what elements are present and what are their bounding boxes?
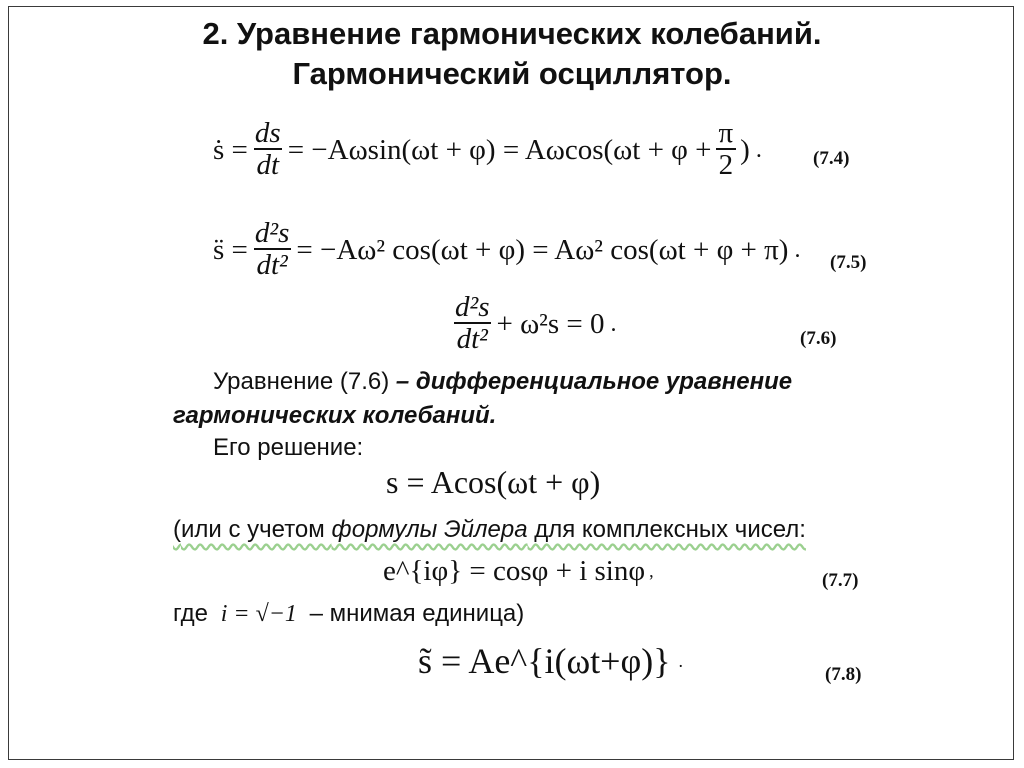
eq75-rhs: = −Aω² cos(ωt + φ) = Aω² cos(ωt + φ + π) (296, 233, 789, 266)
para4-math: i = √−1 (220, 601, 297, 627)
para1-prefix: Уравнение (7.6) (213, 368, 396, 395)
eq74-pi-numerator: π (718, 117, 734, 149)
eq76-rhs: + ω²s = 0 (496, 307, 605, 340)
eq76-denominator: dt² (454, 322, 491, 356)
eq74-fraction (252, 118, 284, 182)
eq74-denominator: dt (254, 148, 283, 182)
eq74-pi-denominator: 2 (716, 148, 737, 182)
eq78-label: (7.8) (825, 664, 862, 685)
eq75-dot: . (794, 236, 801, 263)
paragraph-euler-note (173, 516, 806, 544)
paragraph-imaginary-unit (173, 600, 524, 628)
eq74-pi-fraction (716, 118, 737, 182)
para3-text2: для комплексных чисел: (527, 516, 806, 543)
eq75-fraction (252, 218, 292, 282)
eq74-dot: . (755, 136, 762, 163)
solution-equation: s = Acos(ωt + φ) (386, 464, 601, 500)
equation-7-4 (213, 118, 762, 182)
para4-prefix: где (173, 600, 209, 627)
eq78-dot: . (678, 650, 684, 671)
eq76-dot: . (610, 310, 617, 337)
eq74-lhs: ṡ = (213, 133, 248, 166)
eq77-comma: , (649, 561, 654, 581)
eq75-numerator: d²s (254, 217, 290, 249)
eq76-numerator: d²s (455, 291, 490, 323)
paragraph-solution-intro: Его решение: (213, 434, 364, 461)
equation-7-6 (448, 292, 617, 356)
para3-text1: или с учетом (181, 516, 332, 543)
eq76-label: (7.6) (800, 328, 837, 349)
equation-7-5 (213, 218, 800, 282)
para1-dash: – (395, 368, 416, 395)
equation-7-8 (418, 640, 683, 682)
para3-euler-formula: формулы Эйлера (331, 516, 528, 543)
equation-7-7 (383, 555, 654, 588)
paragraph-definition-line1 (213, 368, 792, 396)
slide-title-line1: 2. Уравнение гармонических колебаний. (202, 16, 822, 51)
eq74-close: ) (740, 133, 750, 166)
eq74-numerator: ds (254, 117, 281, 149)
eq77-label: (7.7) (822, 570, 859, 591)
eq78-rhs: s̃ = Ae^{i(ωt+φ)} (418, 641, 671, 681)
eq76-fraction (452, 292, 492, 356)
eq74-label: (7.4) (813, 148, 850, 169)
eq75-denominator: dt² (254, 248, 291, 282)
slide-title-line2: Гармонический осциллятор. (292, 56, 732, 91)
para3-open-paren: ( (173, 516, 181, 543)
para1-bold-term: дифференциальное уравнение (415, 368, 793, 395)
eq75-lhs: s̈ = (213, 233, 248, 266)
para4-suffix: – мнимая единица) (309, 600, 525, 627)
eq77-rhs: e^{iφ} = cosφ + i sinφ (383, 555, 646, 587)
paragraph-definition-line2: гармонических колебаний. (173, 402, 497, 429)
eq75-label: (7.5) (830, 252, 867, 273)
eq74-middle: = −Aωsin(ωt + φ) = Aωcos(ωt + φ + (287, 133, 712, 166)
